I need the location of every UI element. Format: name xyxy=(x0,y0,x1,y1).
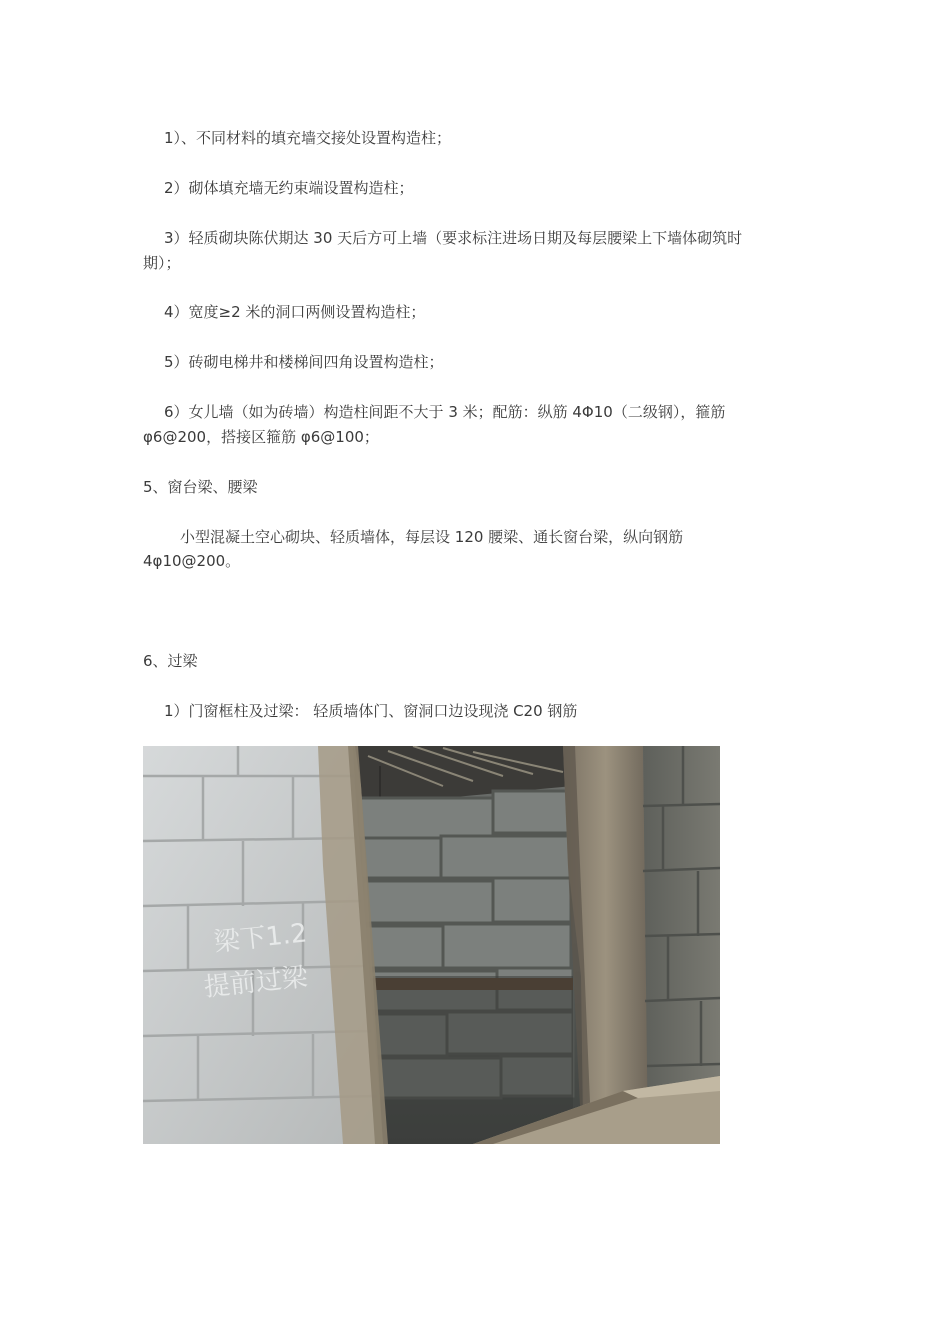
list-item-3-line2: 期）； xyxy=(143,254,181,272)
list-item-1: 1）、不同材料的填充墙交接处设置构造柱； xyxy=(164,129,452,147)
section-5-heading: 5、窗台梁、腰梁 xyxy=(143,478,258,496)
construction-photo xyxy=(143,746,720,1144)
list-item-3-line1: 3）轻质砌块陈伏期达 30 天后方可上墙（要求标注进场日期及每层腰梁上下墙体砌筑时 xyxy=(164,229,743,247)
section-6-heading: 6、过梁 xyxy=(143,652,198,670)
chalk-text-1: 梁下1.2 xyxy=(212,918,309,958)
list-item-5: 5）砖砌电梯井和楼梯间四角设置构造柱； xyxy=(164,353,444,371)
list-item-4: 4）宽度≥2 米的洞口两侧设置构造柱； xyxy=(164,303,426,321)
section-6-item-1: 1）门窗框柱及过梁： 轻质墙体门、窗洞口边设现浇 C20 钢筋 xyxy=(164,702,578,720)
section-5-paragraph-line2: 4φ10@200。 xyxy=(143,552,241,570)
list-item-6-line2: φ6@200，搭接区箍筋 φ6@100； xyxy=(143,428,379,446)
list-item-6-line1: 6）女儿墙（如为砖墙）构造柱间距不大于 3 米；配筋：纵筋 4Φ10（二级钢），箍筋 xyxy=(164,403,726,421)
section-5-paragraph-line1: 小型混凝土空心砌块、轻质墙体，每层设 120 腰梁、通长窗台梁，纵向钢筋 xyxy=(180,528,684,546)
list-item-2: 2）砌体填充墙无约束端设置构造柱； xyxy=(164,179,414,197)
chalk-text-2: 提前过梁 xyxy=(202,962,310,1003)
